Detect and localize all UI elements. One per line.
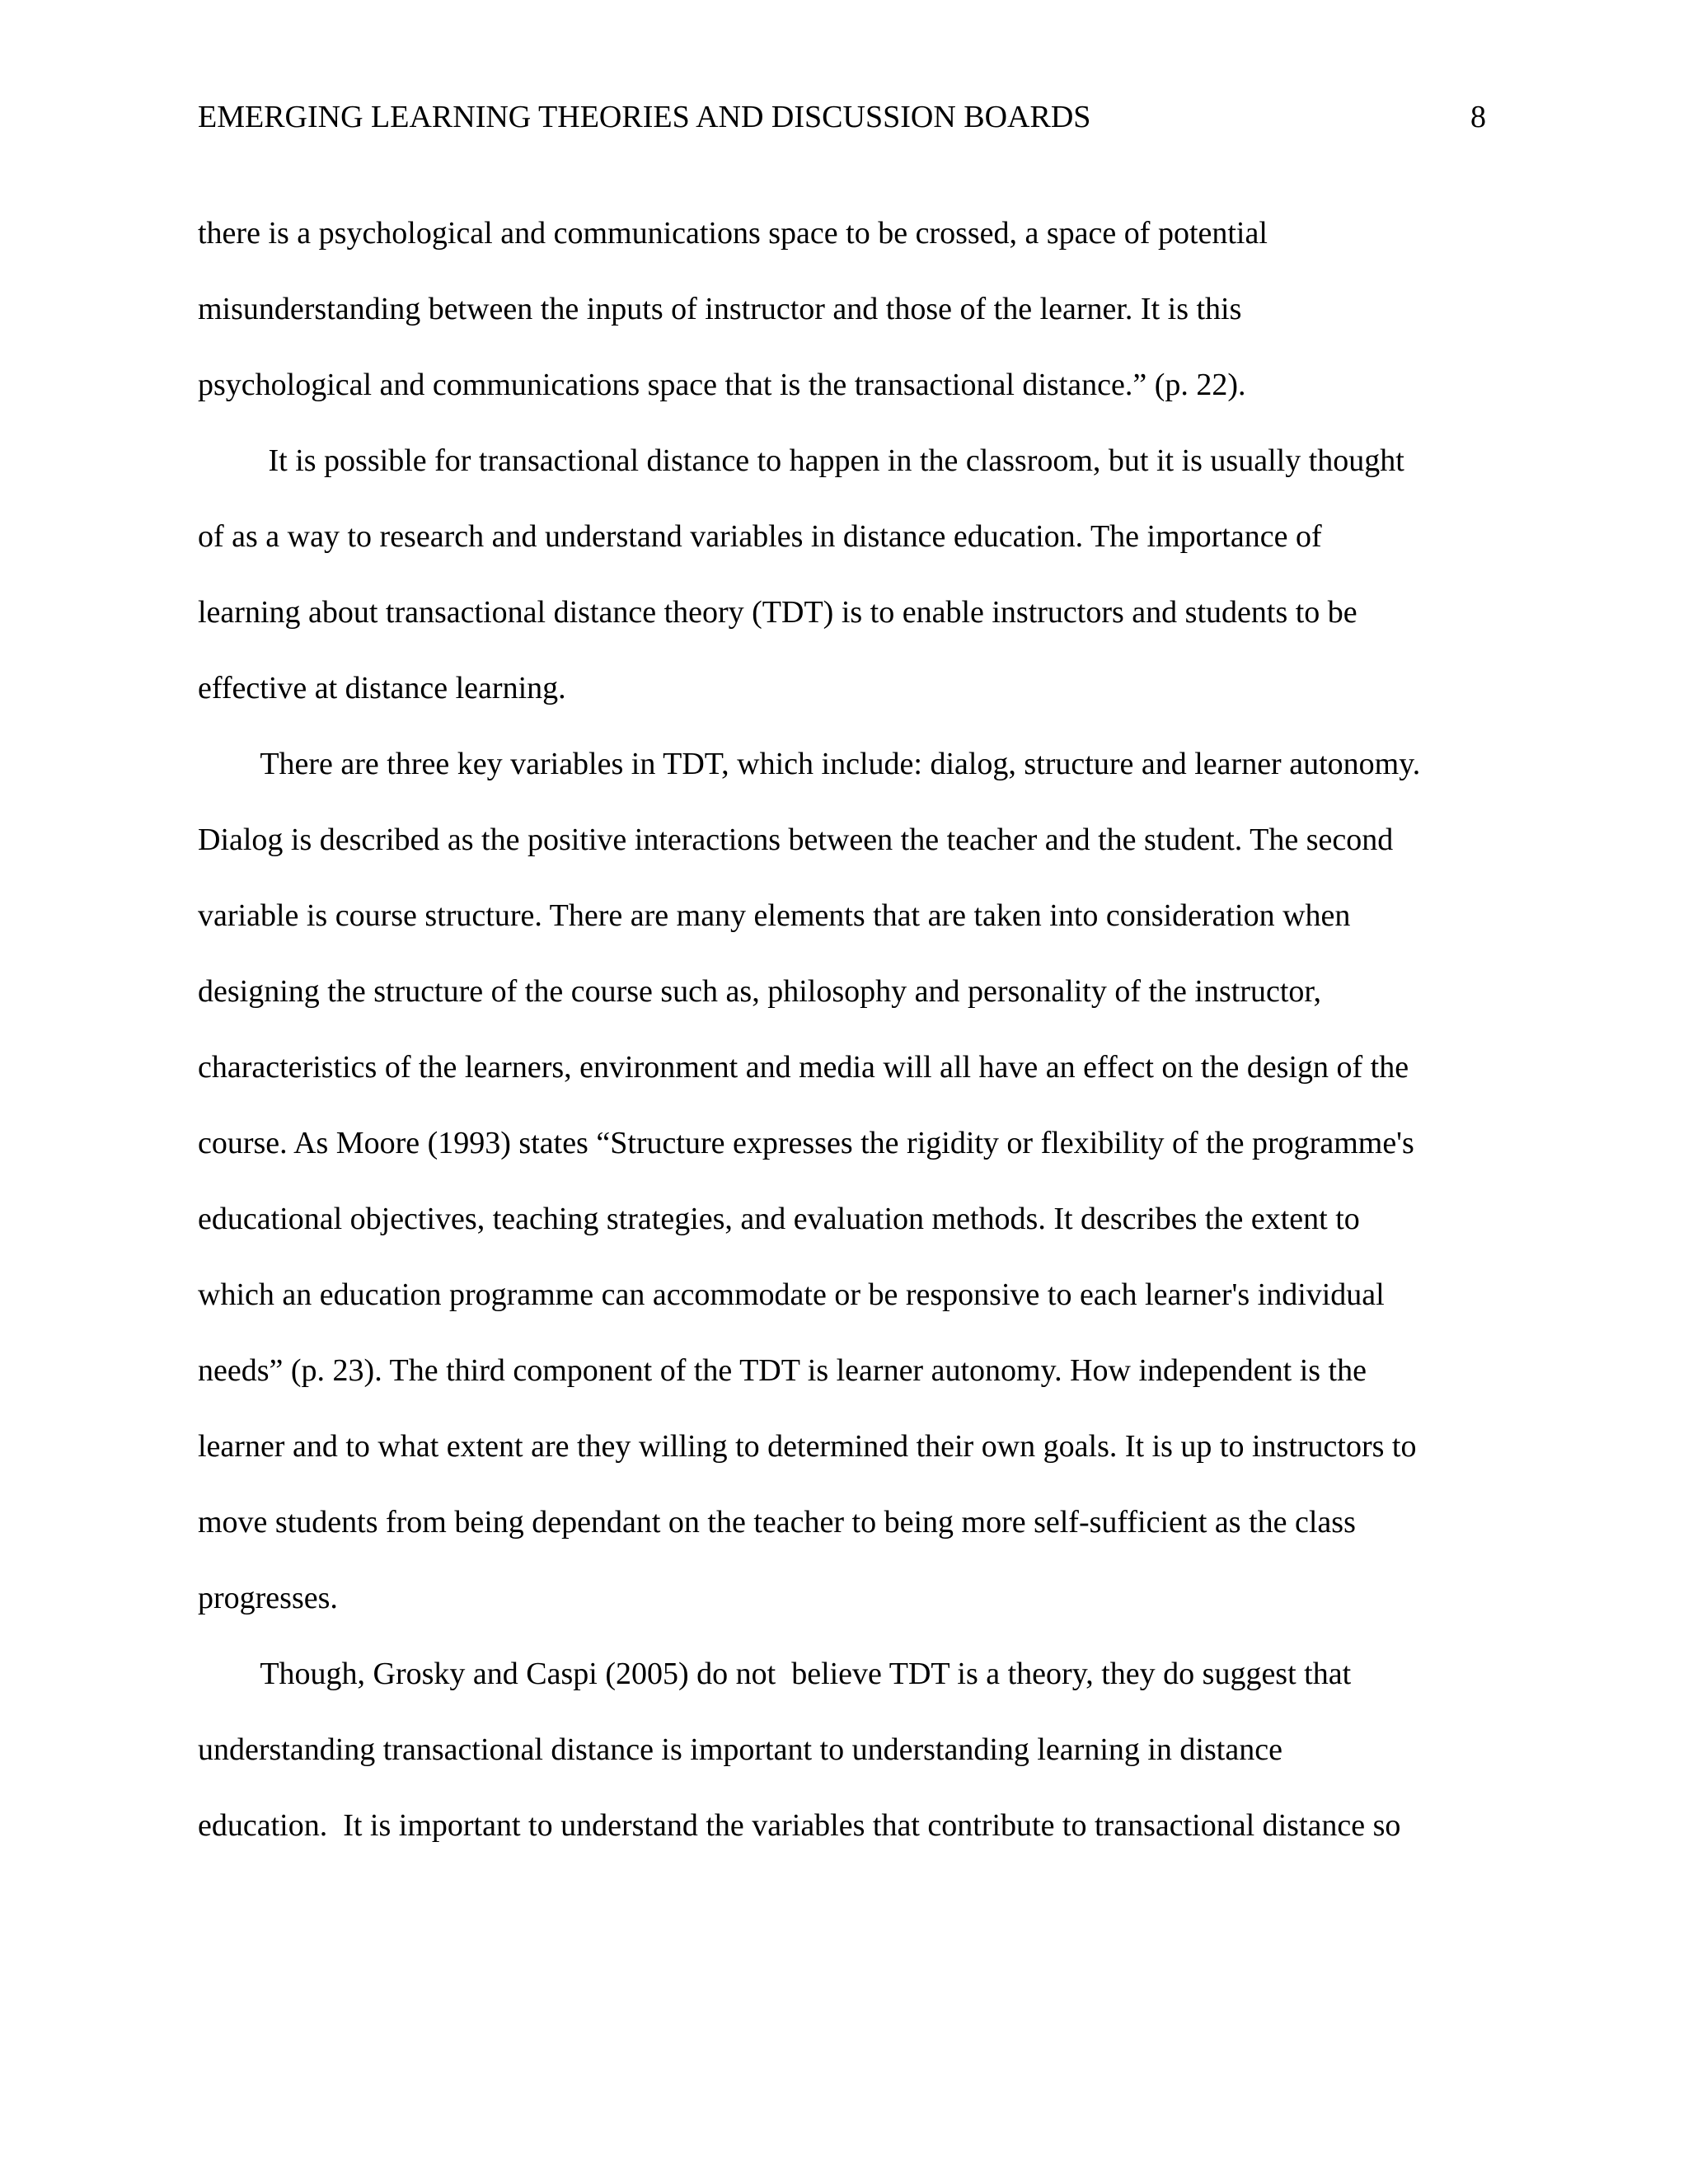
- text-line: It is possible for transactional distance to happen in the classroom, but it is usually thought: [198, 443, 1404, 478]
- text-line: effective at distance learning.: [198, 671, 566, 705]
- text-line: education. It is important to understand the variables that contribute to transactional distance so: [198, 1808, 1401, 1843]
- text-line: characteristics of the learners, environment and media will all have an effect on the design of the: [198, 1050, 1409, 1085]
- page-number: 8: [1470, 100, 1486, 134]
- text-line: variable is course structure. There are many elements that are taken into consideration when: [198, 898, 1351, 933]
- text-line: Dialog is described as the positive interactions between the teacher and the student. The second: [198, 823, 1394, 857]
- text-line: misunderstanding between the inputs of instructor and those of the learner. It is this: [198, 292, 1242, 326]
- text-line: which an education programme can accommodate or be responsive to each learner's individual: [198, 1277, 1385, 1312]
- text-line: educational objectives, teaching strategies, and evaluation methods. It describes the extent to: [198, 1202, 1360, 1236]
- text-line: needs” (p. 23). The third component of the TDT is learner autonomy. How independent is the: [198, 1353, 1367, 1388]
- text-line: of as a way to research and understand variables in distance education. The importance of: [198, 519, 1322, 554]
- running-head: EMERGING LEARNING THEORIES AND DISCUSSION BOARDS: [198, 100, 1091, 134]
- text-line: understanding transactional distance is important to understanding learning in distance: [198, 1732, 1282, 1767]
- body-text: [198, 195, 1533, 1863]
- text-line: there is a psychological and communications space to be crossed, a space of potential: [198, 216, 1268, 251]
- text-line: designing the structure of the course such as, philosophy and personality of the instructor,: [198, 974, 1322, 1009]
- text-line: learning about transactional distance theory (TDT) is to enable instructors and students to be: [198, 595, 1357, 630]
- text-line: psychological and communications space that is the transactional distance.” (p. 22).: [198, 368, 1246, 402]
- text-line: Though, Grosky and Caspi (2005) do not believe TDT is a theory, they do suggest that: [198, 1657, 1352, 1691]
- text-line: learner and to what extent are they willing to determined their own goals. It is up to instructors to: [198, 1429, 1417, 1464]
- text-line: progresses.: [198, 1581, 338, 1615]
- text-line: move students from being dependant on the teacher to being more self-sufficient as the class: [198, 1505, 1356, 1540]
- text-line: There are three key variables in TDT, which include: dialog, structure and learner autonomy.: [198, 747, 1421, 781]
- text-line: course. As Moore (1993) states “Structure expresses the rigidity or flexibility of the programme's: [198, 1126, 1414, 1160]
